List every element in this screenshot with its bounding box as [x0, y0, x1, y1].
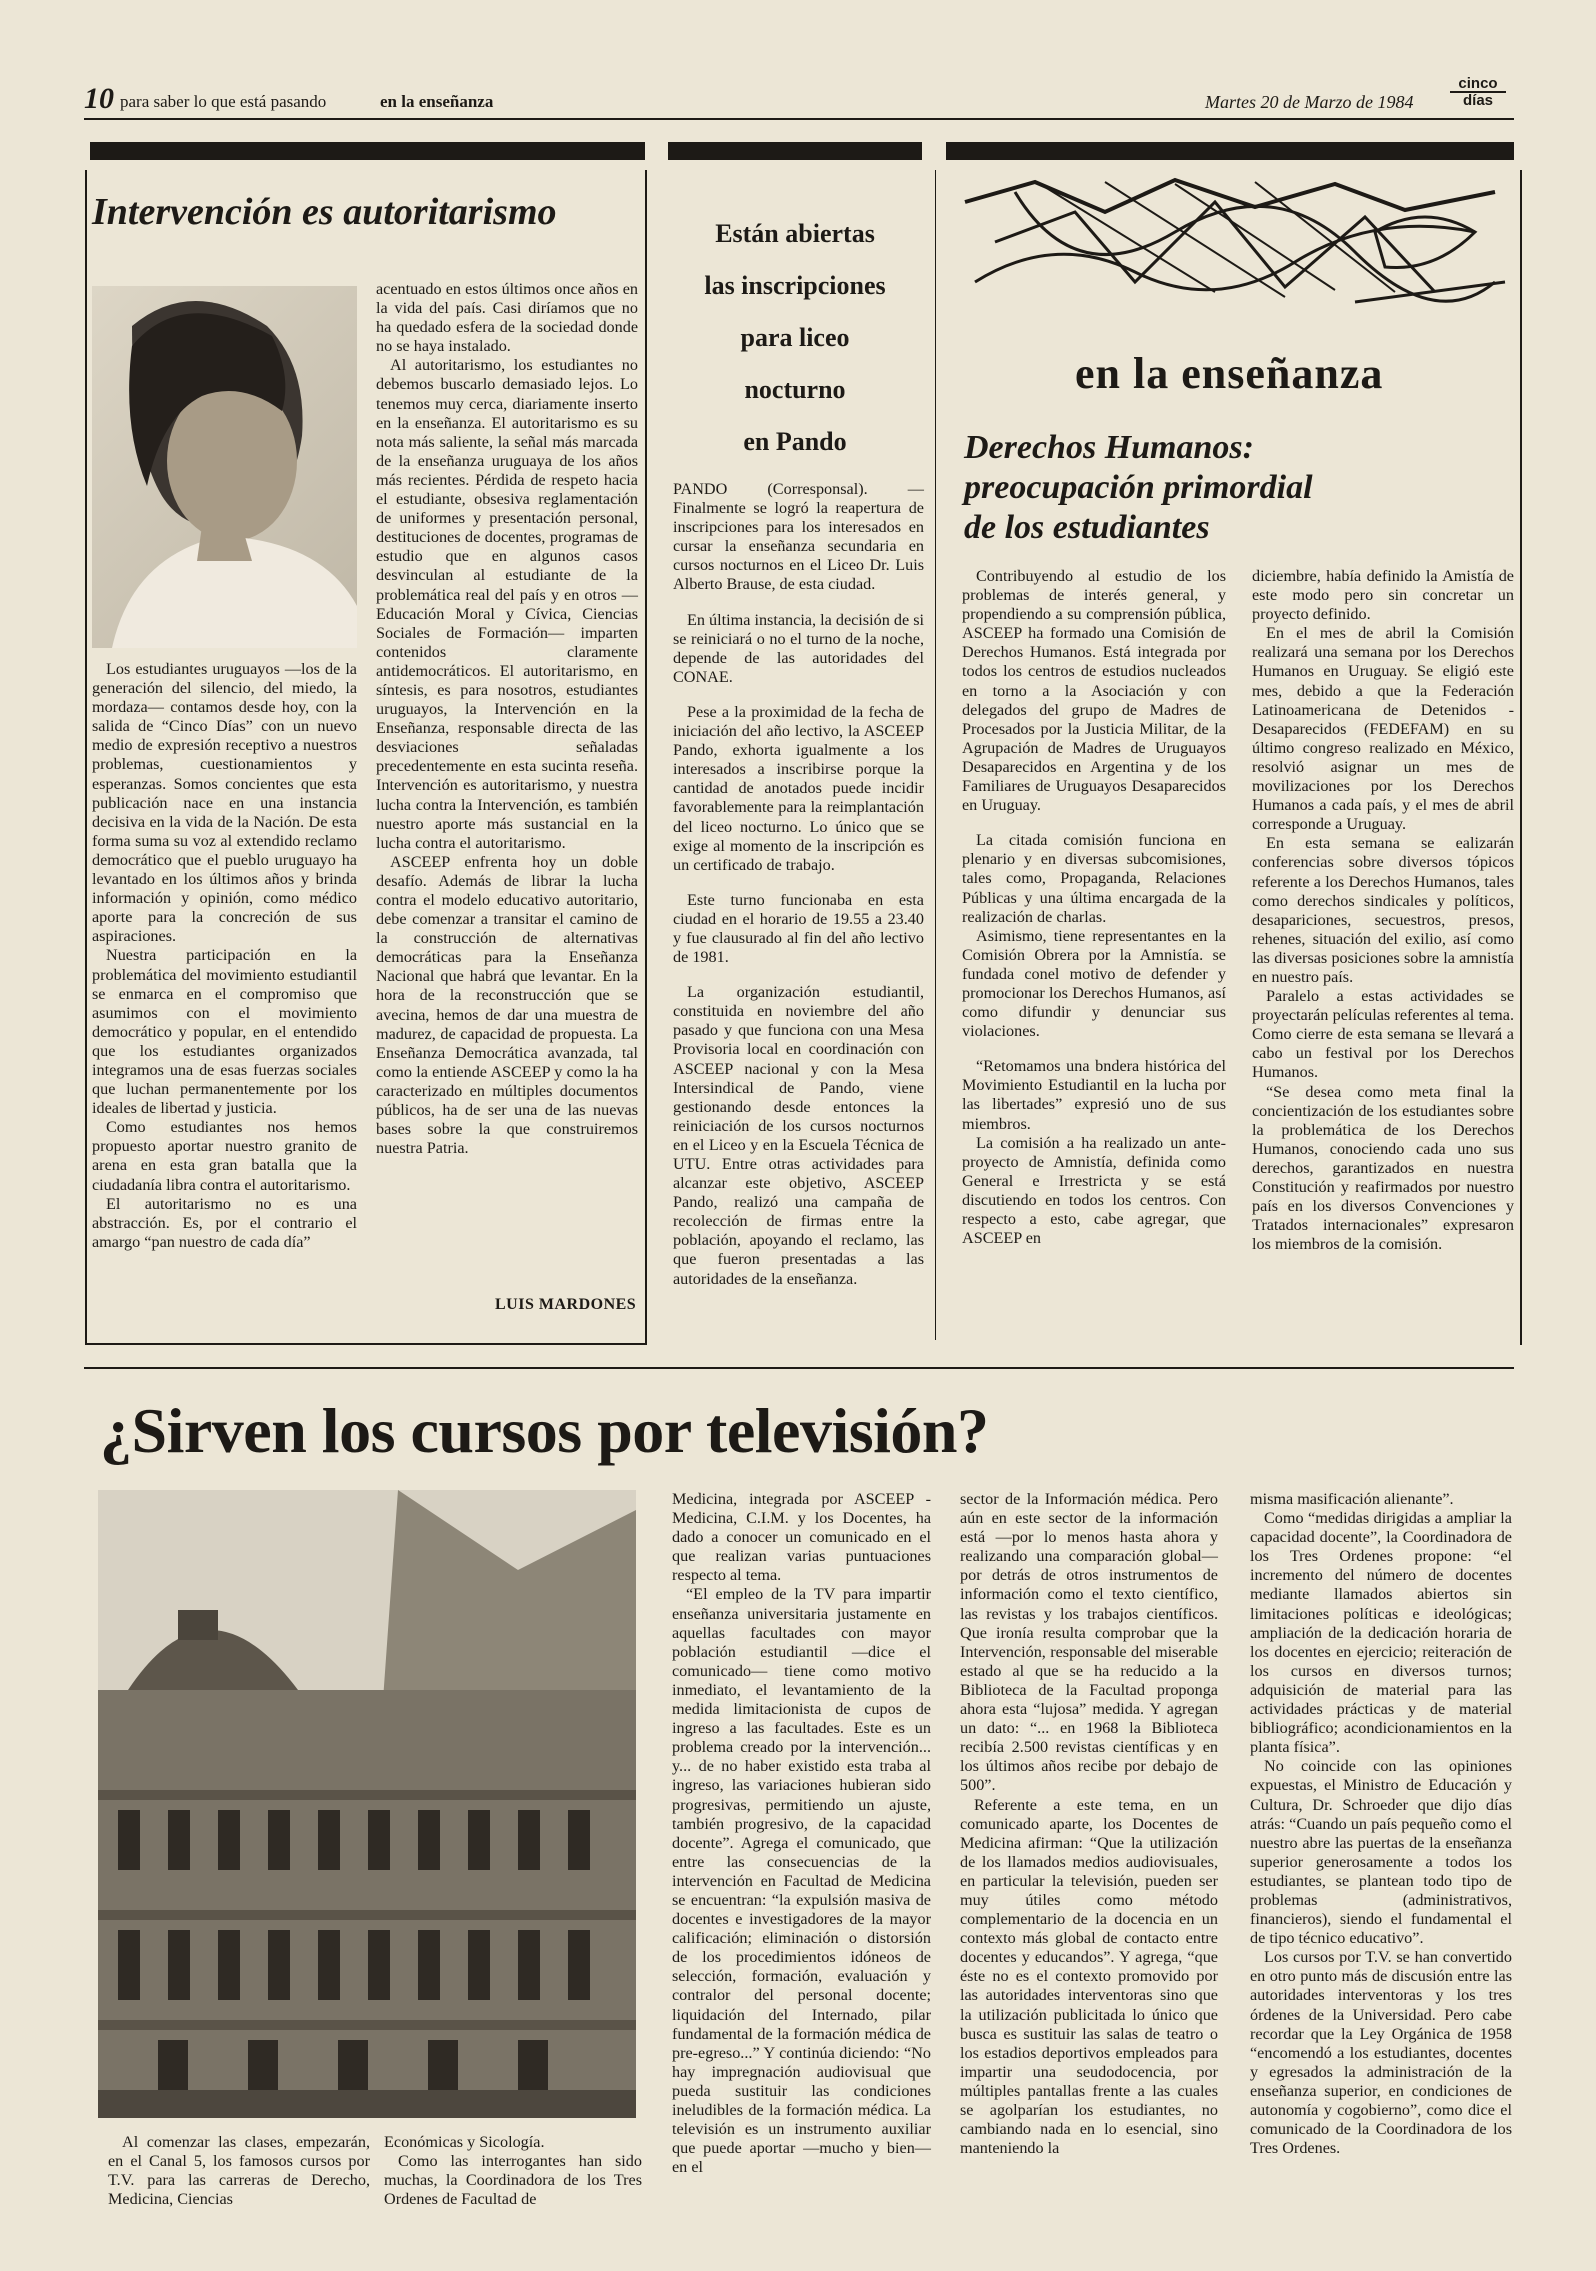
article-left-title: Intervención es autoritarismo	[92, 191, 557, 233]
article-bottom-col-2	[960, 1490, 1218, 2158]
paragraph: “Retomamos una bndera histórica del Movimiento Estudiantil en la lucha por las libertades” expresió uno de sus miembros.	[962, 1057, 1226, 1133]
paragraph: sector de la Información médica. Pero aún en este sector de la información está —por lo menos hasta ahora y realizando una comparación global— por detrás de otros instrumentos de información como el texto científico, las revistas y los trabajos científicos. Que ironía resulta comprobar que la Intervención, responsable del miserable estado al que se ha reducido a la Biblioteca de la Facultad proponga ahora esta “lujosa” medida. Y agregan un dato: “... en 1968 la Biblioteca recibía 2.500 revistas científicas y en los últimos años recibe por debajo de 500”.	[960, 1490, 1218, 1795]
masthead	[0, 0, 1596, 130]
article-right-title	[964, 428, 1313, 548]
title-line: de los estudiantes	[964, 509, 1210, 546]
article-middle-headline	[668, 208, 922, 468]
tagline-prefix: para saber lo que está pasando	[120, 92, 327, 111]
logo-line-2: días	[1450, 91, 1506, 108]
article-bottom-col-3	[1250, 1490, 1512, 2158]
section-title: en la enseñanza	[1075, 349, 1384, 398]
paragraph: diciembre, había definido la Amistía de este modo pero sin concretar un proyecto definido.	[1252, 567, 1514, 624]
photo-caption-right	[384, 2133, 642, 2209]
top-bar-middle	[668, 142, 922, 160]
article-bottom-col-1	[672, 1490, 931, 2177]
paragraph: El autoritarismo no es una abstracción. Es, por el contrario el amargo “pan nuestro de cada día”	[92, 1194, 357, 1251]
left-frame-right	[645, 170, 647, 1345]
paragraph: En esta semana se ealizarán conferencias sobre diversos tópicos referente a los Derechos Humanos, tales como derechos sindicales y políticos, desapariciones, secuestros, presos, rehenes, situación del exilio, así como las diversas posiciones sobre la amnistía en nuestro país.	[1252, 834, 1514, 986]
paragraph: “El empleo de la TV para impartir enseñanza universitaria justamente en aquellas facultades con mayor población estudiantil —dice el comunicado— tiene como motivo inmediato, el levantamiento de la medida limitacionista de cupos de ingreso a las facultades. Este es un problema creado por la intervención... y... de no haber existido esta traba al ingreso, las variaciones hubieran sido progresivas, permitiendo un ajuste, también progresivo, de la capacidad docente”. Agrega el comunicado, que entre las consecuencias de la intervención en Facultad de Medicina se encuentran: “la expulsión masiva de docentes e investigadores de la mayor calificación; eliminación o distorsión de los procedimientos idóneos de selección, formación, evaluación y contralor del personal docente; liquidación del Internado, pilar fundamental de la formación médica de pre-egreso...” Y continúa diciendo: “No hay impregnación audiovisual que pueda sustituir las condiciones ineludibles de la formación médica. La televisión es un instrumento auxiliar que puede aportar —mucho y bien— en el	[672, 1585, 931, 2177]
caption-text: Como las interrogantes han sido muchas, la Coordinadora de los Tres Ordenes de Facultad de	[384, 2152, 642, 2209]
paragraph: Como estudiantes nos hemos propuesto aportar nuestro granito de arena en esta gran batalla que la ciudadanía libra contra el autoritarismo.	[92, 1118, 357, 1194]
paragraph: Como “medidas dirigidas a ampliar la capacidad docente”, la Coordinadora de los Tres Ordenes propone: “el incremento del número de docentes mediante llamados abiertos sin limitaciones políticas e ideológicas; ampliación de la dedicación horaria de los docentes en ejercicio; reiteración de los cursos en diversos turnos; adquisición de material para las actividades prácticas y de material bibliográfico; acondicionamientos en la planta física”.	[1250, 1509, 1512, 1757]
left-frame-bottom	[85, 1343, 647, 1345]
paragraph: La organización estudiantil, constituida en noviembre del año pasado y que funciona con una Mesa Provisoria local en coordinación con ASCEEP nacional y con la Mesa Intersindical de Pando, viene gestionando desde entonces la reiniciación de los cursos nocturnos en el Liceo y en la Escuela Técnica de UTU. Entre otras actividades para alcanzar este objetivo, ASCEEP Pando, realizó una campaña de recolección de firmas entre la población, apoyando el reclamo, las que fueron presentadas a las autoridades de la enseñanza.	[673, 983, 924, 1288]
caption-text: Económicas y Sicología.	[384, 2133, 545, 2151]
logo-line-1: cinco	[1458, 75, 1498, 92]
paragraph: acentuado en estos últimos once años en la vida del país. Casi diríamos que no ha quedado esfera de la sociedad donde no se haya instalado.	[376, 280, 638, 356]
page-number: 10	[84, 82, 114, 115]
paragraph: Los estudiantes uruguayos —los de la generación del silencio, del miedo, la mordaza— contamos desde hoy, con la salida de “Cinco Días” con un nuevo medio de expresión receptivo a nuestros problemas, cuestionamientos y esperanzas. Somos concientes que esta publicación nace en una instancia decisiva en la vida de la Nación. De esta forma suma su voz al extendido reclamo democrático que el pueblo uruguayo ha levantado en los últimos años y brinda información y opinión, como médico aporte para la concreción de sus aspiraciones.	[92, 660, 357, 946]
paragraph: “Se desea como meta final la concientización de los estudiantes sobre la problemática de los Derechos Humanos, conociendo cada uno sus derechos, garantizados en nuestra Constitución y reafirmados por nuestro país en los diversos Convenciones y Tratados internacionales” expresaron los miembros de la comisión.	[1252, 1082, 1514, 1254]
title-line: preocupación primordial	[964, 469, 1313, 506]
top-bar-right	[946, 142, 1514, 160]
portrait-photo	[92, 286, 357, 648]
paragraph: Nuestra participación en la problemática del movimiento estudiantil se enmarca en el compromiso que asumimos con el movimiento democrático y popular, en el entendido que los estudiantes organizados integramos una de esas fuerzas sociales que luchan permanentemente por los ideales de libertad y justicia.	[92, 946, 357, 1118]
top-section-bottom-rule	[84, 1367, 1514, 1369]
cinco-dias-logo	[1450, 76, 1506, 112]
masthead-rule	[84, 118, 1514, 120]
issue-date: Martes 20 de Marzo de 1984	[1205, 92, 1414, 112]
headline-line: Están abiertas	[715, 219, 875, 248]
middle-right-divider	[935, 170, 936, 1340]
article-left-col-1	[92, 660, 357, 1252]
paragraph: Este turno funcionaba en esta ciudad en el horario de 19.55 a 23.40 y fue clausurado al fin del año lectivo de 1981.	[673, 890, 924, 967]
paragraph: PANDO (Corresponsal). — Finalmente se logró la reapertura de inscripciones para los interesados en cursar la enseñanza secundaria en cursos nocturnos en el Liceo Dr. Luis Alberto Brause, de esta ciudad.	[673, 480, 924, 594]
paragraph: misma masificación alienante”.	[1250, 1490, 1454, 1508]
headline-line: para liceo	[740, 323, 850, 352]
article-left-col-2	[376, 280, 638, 1158]
title-line: Derechos Humanos:	[964, 429, 1254, 466]
paragraph: En última instancia, la decisión de si se reiniciará o no el turno de la noche, depende de las autoridades del CONAE.	[673, 610, 924, 686]
paragraph: Referente a este tema, en un comunicado aparte, los Docentes de Medicina afirman: “Que la utilización de los llamados medios audiovisuales, en particular la televisión, pueden ser muy útiles como método complementario de la docencia en un contexto más global de contacto entre docentes y educandos”. Y agrega, “que éste no es el contexto promovido por las autoridades interventoras sino que la utilización publicitada lo único que busca es sustituir las salas de teatro o los estadios deportivos empleados para impartir una seudodocencia, por múltiples pantallas frente a las cuales se agolparían los estudiantes, no cambiando nada en lo esencial, sino manteniendo la	[960, 1795, 1218, 2158]
headline-line: en Pando	[743, 427, 847, 456]
paragraph: Paralelo a estas actividades se proyectarán películas referentes al tema. Como cierre de esta semana se llevará a cabo un festival por los Derechos Humanos.	[1252, 987, 1514, 1082]
paragraph: La comisión a ha realizado un ante-proyecto de Amnistía, definida como General e Irrestricta y se está discutiendo en todos los centros. Con respecto a esto, cabe agregar, que ASCEEP en	[962, 1133, 1226, 1248]
author-signature: LUIS MARDONES	[495, 1296, 637, 1313]
right-frame-right	[1520, 170, 1522, 1345]
tagline-bold: en la enseñanza	[380, 92, 494, 111]
caption-text: Al comenzar las clases, empezarán, en el Canal 5, los famosos cursos por T.V. para las carreras de Derecho, Medicina, Ciencias	[108, 2133, 370, 2209]
top-bar-left	[90, 142, 645, 160]
left-frame-left	[85, 170, 87, 1345]
article-bottom-headline: ¿Sirven los cursos por televisión?	[100, 1395, 989, 1466]
paragraph: No coincide con las opiniones expuestas, el Ministro de Educación y Cultura, Dr. Schroeder que dijo días atrás: “Cuando un país pequeño como el nuestro abre las puertas de la enseñanza superior generosamente a todos los estudiantes, se plantean todo tipo de problemas (administrativos, financieros), siendo el fundamental el de tipo técnico educativo”.	[1250, 1757, 1512, 1948]
paragraph: Contribuyendo al estudio de los problemas de interés general, y propendiendo a su comprensión pública, ASCEEP ha formado una Comisión de Derechos Humanos. Está integrada por todos los centros de estudios nucleados en torno a la Asociación y con delegados del grupo de Madres de Procesados por la Justicia Militar, de la Agrupación de Madres de Uruguayos Desaparecidos en Argentina y de los Familiares de Uruguayos Desaparecidos en Uruguay.	[962, 567, 1226, 815]
photo-caption-left	[108, 2133, 370, 2209]
headline-line: nocturno	[744, 375, 846, 404]
article-right-col-2	[1252, 567, 1514, 1254]
paragraph: Medicina, integrada por ASCEEP - Medicina, C.I.M. y los Docentes, ha dado a conocer un comunicado en el que realizan varias puntuaciones respecto al tema.	[672, 1490, 931, 1585]
paragraph: Asimismo, tiene representantes en la Comisión Obrera por la Amnistía. se fundada conel motivo de defender y promocionar los Derechos Humanos, así como difundir y denunciar sus violaciones.	[962, 926, 1226, 1041]
article-middle-body	[673, 480, 924, 1289]
paragraph: Al autoritarismo, los estudiantes no debemos buscarlo demasiado lejos. Lo tenemos muy cerca, diariamente inserto en la enseñanza. El autoritarismo es su nota más saliente, la señal más marcada de la enseñanza uruguaya de los años más recientes. Pérdida de respeto hacia el estudiante, obsesiva reglamentación de uniformes y presentación personal, destituciones de docentes, programas de estudio que en algunos casos desvinculan al estudiante de la problemática real del país y en otros —Educación Moral y Cívica, Ciencias Sociales de Formación— imparten contenidos claramente antidemocráticos. El autoritarismo, en síntesis, es para nosotros, estudiantes uruguayos, la Intervención en la Enseñanza, responsable directa de las desviaciones señaladas precedentemente en esta sucinta reseña. Intervención es autoritarismo, y nuestra lucha contra la Intervención, es también nuestro aporte más sustancial en la lucha contra el autoritarismo.	[376, 356, 638, 852]
building-photo	[98, 1490, 636, 2118]
paragraph: ASCEEP enfrenta hoy un doble desafío. Además de librar la lucha contra el modelo educativo autoritario, debe comenzar a transitar el camino de la construcción de alternativas democráticas para la Enseñanza Nacional que habrá que levantar. En la hora de la reconstrucción que se avecina, hemos de dar una muestra de madurez, de capacidad de propuesta. La Enseñanza Democrática avanzada, tal como la entiende ASCEEP y como la ha caracterizado en múltiples documentos públicos, ha de ser una de las nuevas bases sobre la que construiremos nuestra Patria.	[376, 852, 638, 1158]
article-right-col-1	[962, 567, 1226, 1248]
paragraph: En el mes de abril la Comisión realizará una semana por los Derechos Humanos en Uruguay. Se eligió este mes, debido a que la Federación Latinoamericana de Detenidos - Desaparecidos (FEDEFAM) en su último congreso realizado en México, resolvió asignar un mes de movilizaciones por los Derechos Humanos a cada país, y el mes de abril corresponde a Uruguay.	[1252, 624, 1514, 834]
paragraph: Pese a la proximidad de la fecha de iniciación del año lectivo, la ASCEEP Pando, exhorta igualmente a los interesados a inscribirse porque la cantidad de anotados puede incidir favorablemente para la reimplantación del liceo nocturno. Lo único que se exige al momento de la inscripción es un certificado de trabajo.	[673, 702, 924, 874]
scribble-art	[955, 172, 1513, 312]
headline-line: las inscripciones	[704, 271, 886, 300]
paragraph: Los cursos por T.V. se han convertido en otro punto más de discusión entre las autoridades interventoras y los tres órdenes de la Universidad. Pero cabe recordar que la Ley Orgánica de 1958 “encomendó a los estudiantes, docentes y egresados la administración de la enseñanza superior, en condiciones de autonomía y cogobierno”, como dice el comunicado de la Coordinadora de los Tres Ordenes.	[1250, 1948, 1512, 2158]
paragraph: La citada comisión funciona en plenario y en diversas subcomisiones, tales como, Propaganda, Relaciones Públicas y una última encargada de la realización de charlas.	[962, 831, 1226, 926]
